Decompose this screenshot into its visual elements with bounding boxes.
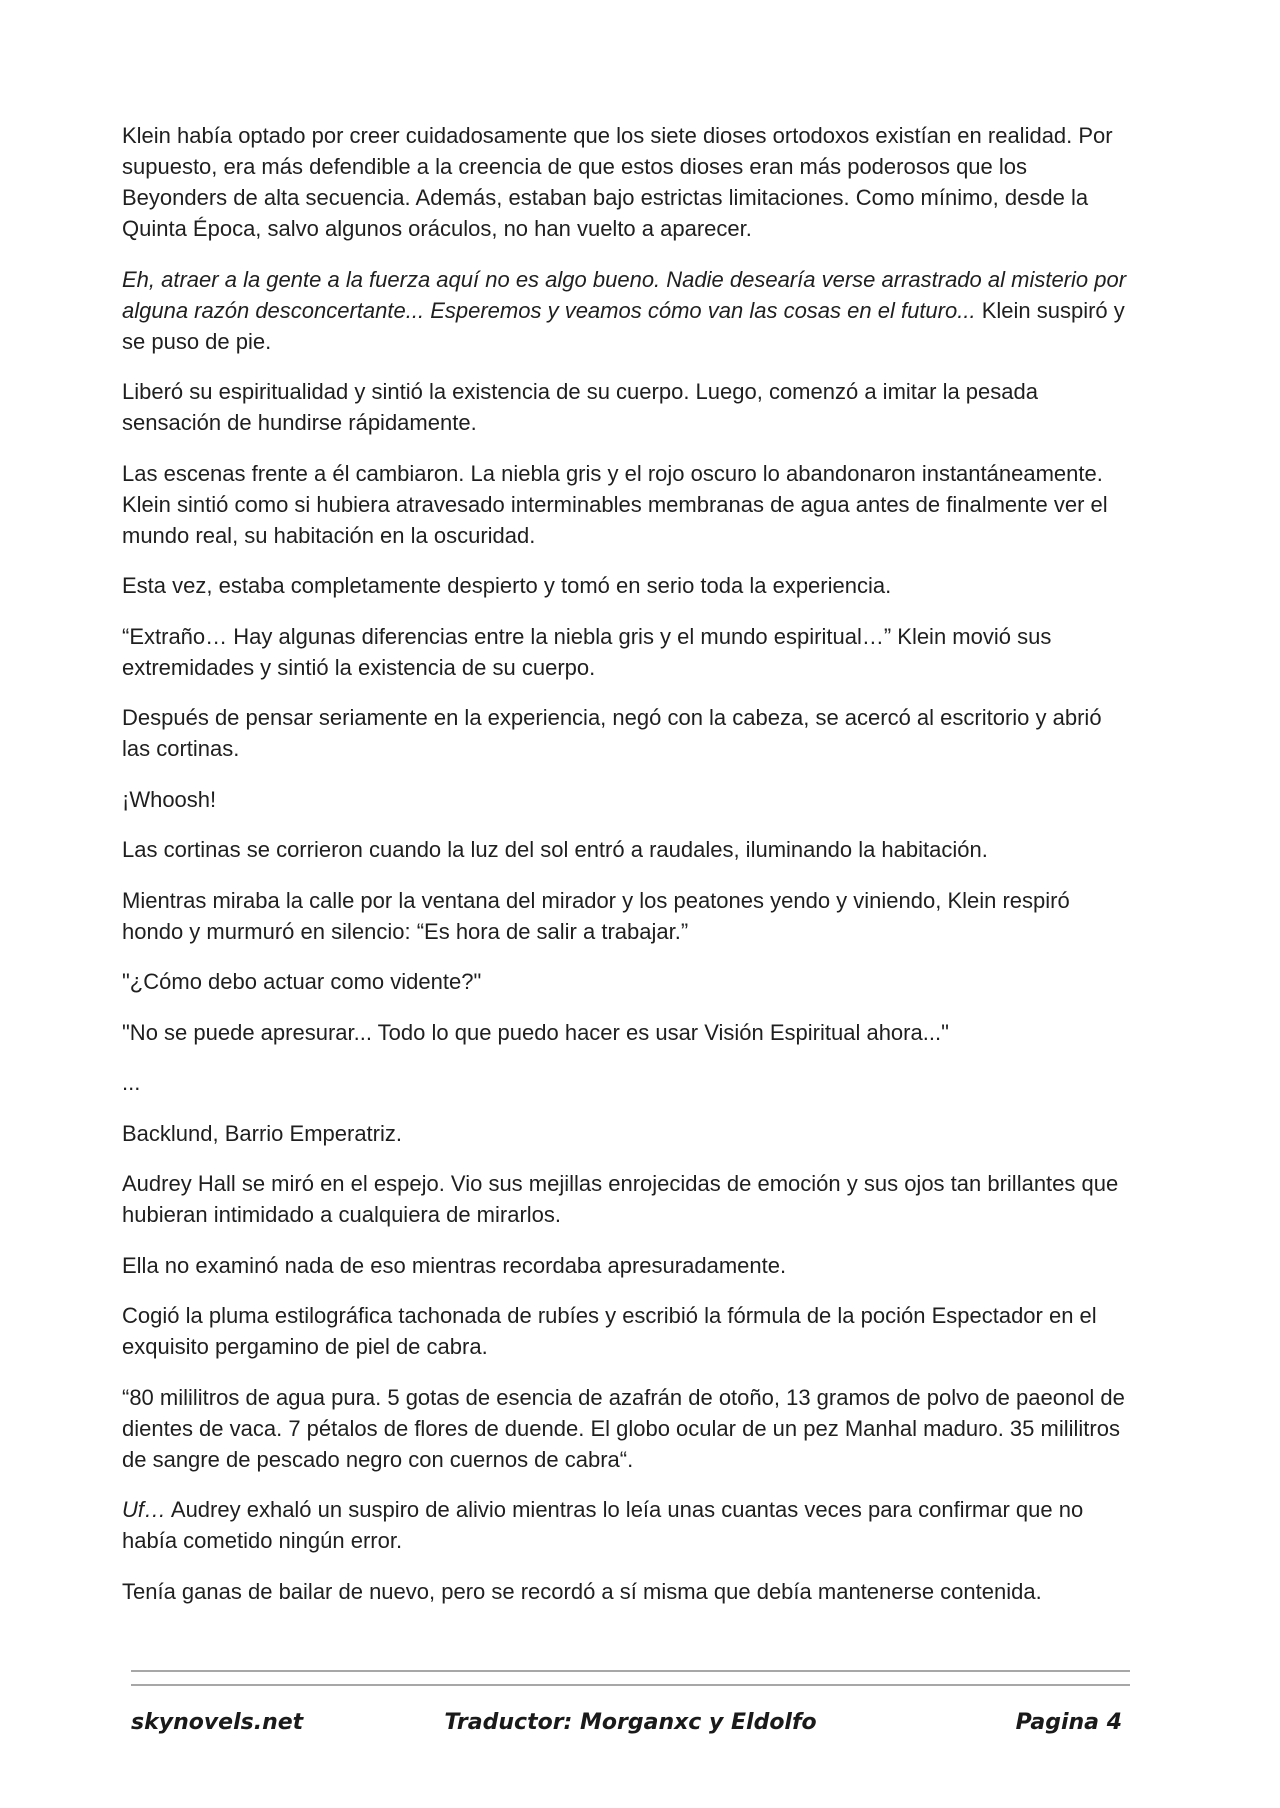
page-footer <box>131 1710 1130 1744</box>
paragraph: Mientras miraba la calle por la ventana del mirador y los peatones yendo y viniendo, Klein respiró hondo y murmuró en silencio: “Es hora de salir a trabajar.” <box>122 887 1070 944</box>
italic-thought: Uf… <box>122 1497 166 1522</box>
paragraph: “80 mililitros de agua pura. 5 gotas de esencia de azafrán de otoño, 13 gramos de polvo de paeonol de dientes de vaca. 7 pétalos de flores de duende. El globo ocular de un pez Manhal maduro. 35 mililitros de sangre de pescado negro con cuernos de cabra“. <box>122 1384 1125 1472</box>
paragraph: Liberó su espiritualidad y sintió la existencia de su cuerpo. Luego, comenzó a imitar la pesada sensación de hundirse rápidamente. <box>122 379 1038 435</box>
footer-translator: Traductor: Morganxc y Eldolfo <box>444 1710 817 1735</box>
paragraph: Eh, atraer a la gente a la fuerza aquí no es algo bueno. Nadie desearía verse arrastrado al misterio por alguna razón desconcertante... Esperemos y veamos cómo van las cosas en el futuro... Klein suspiró y se puso de pie. <box>122 266 1127 354</box>
paragraph: Las cortinas se corrieron cuando la luz del sol entró a raudales, iluminando la habitación. <box>122 837 988 862</box>
paragraph: Después de pensar seriamente en la experiencia, negó con la cabeza, se acercó al escritorio y abrió las cortinas. <box>122 705 1102 761</box>
chapter-body <box>122 120 1134 1626</box>
italic-thought: Eh, atraer a la gente a la fuerza aquí no es algo bueno. Nadie desearía verse arrastrado al misterio por alguna razón desconcertante... Esperemos y veamos cómo van las cosas en el futuro... <box>122 266 1127 323</box>
footer-divider <box>131 1670 1130 1672</box>
paragraph: “Extraño… Hay algunas diferencias entre la niebla gris y el mundo espiritual…” Klein movió sus extremidades y sintió la existencia de su cuerpo. <box>122 623 1052 680</box>
paragraph: ¡Whoosh! <box>122 786 217 812</box>
paragraph: Cogió la pluma estilográfica tachonada de rubíes y escribió la fórmula de la poción Espectador en el exquisito pergamino de piel de cabra. <box>122 1303 1097 1359</box>
paragraph: Tenía ganas de bailar de nuevo, pero se recordó a sí misma que debía mantenerse contenida. <box>122 1578 1042 1604</box>
paragraph: Klein había optado por creer cuidadosamente que los siete dioses ortodoxos existían en realidad. Por supuesto, era más defendible a la creencia de que estos dioses eran más poderosos que los Beyonders de alta secuencia. Además, estaban bajo estrictas limitaciones. Como mínimo, desde la Quinta Época, salvo algunos oráculos, no han vuelto a aparecer. <box>122 123 1113 241</box>
paragraph: Backlund, Barrio Emperatriz. <box>122 1120 402 1146</box>
paragraph: Audrey Hall se miró en el espejo. Vio sus mejillas enrojecidas de emoción y sus ojos tan brillantes que hubieran intimidado a cualquiera de mirarlos. <box>122 1171 1119 1227</box>
paragraph: Ella no examinó nada de eso mientras recordaba apresuradamente. <box>122 1252 787 1278</box>
paragraph: "¿Cómo debo actuar como vidente?" <box>122 969 482 994</box>
paragraph: "No se puede apresurar... Todo lo que puedo hacer es usar Visión Espiritual ahora..." <box>122 1019 949 1045</box>
footer-page-number: Pagina 4 <box>1015 1710 1122 1735</box>
paragraph: Esta vez, estaba completamente despierto y tomó en serio toda la experiencia. <box>122 573 892 598</box>
footer-site: skynovels.net <box>131 1710 304 1735</box>
paragraph: Uf… Audrey exhaló un suspiro de alivio mientras lo leía unas cuantas veces para confirmar que no había cometido ningún error. <box>122 1497 1084 1553</box>
footer-divider <box>131 1684 1130 1686</box>
scene-break: ... <box>122 1070 141 1095</box>
paragraph: Las escenas frente a él cambiaron. La niebla gris y el rojo oscuro lo abandonaron instantáneamente. Klein sintió como si hubiera atravesado interminables membranas de agua antes de finalmente ver el mundo real, su habitación en la oscuridad. <box>122 460 1108 548</box>
